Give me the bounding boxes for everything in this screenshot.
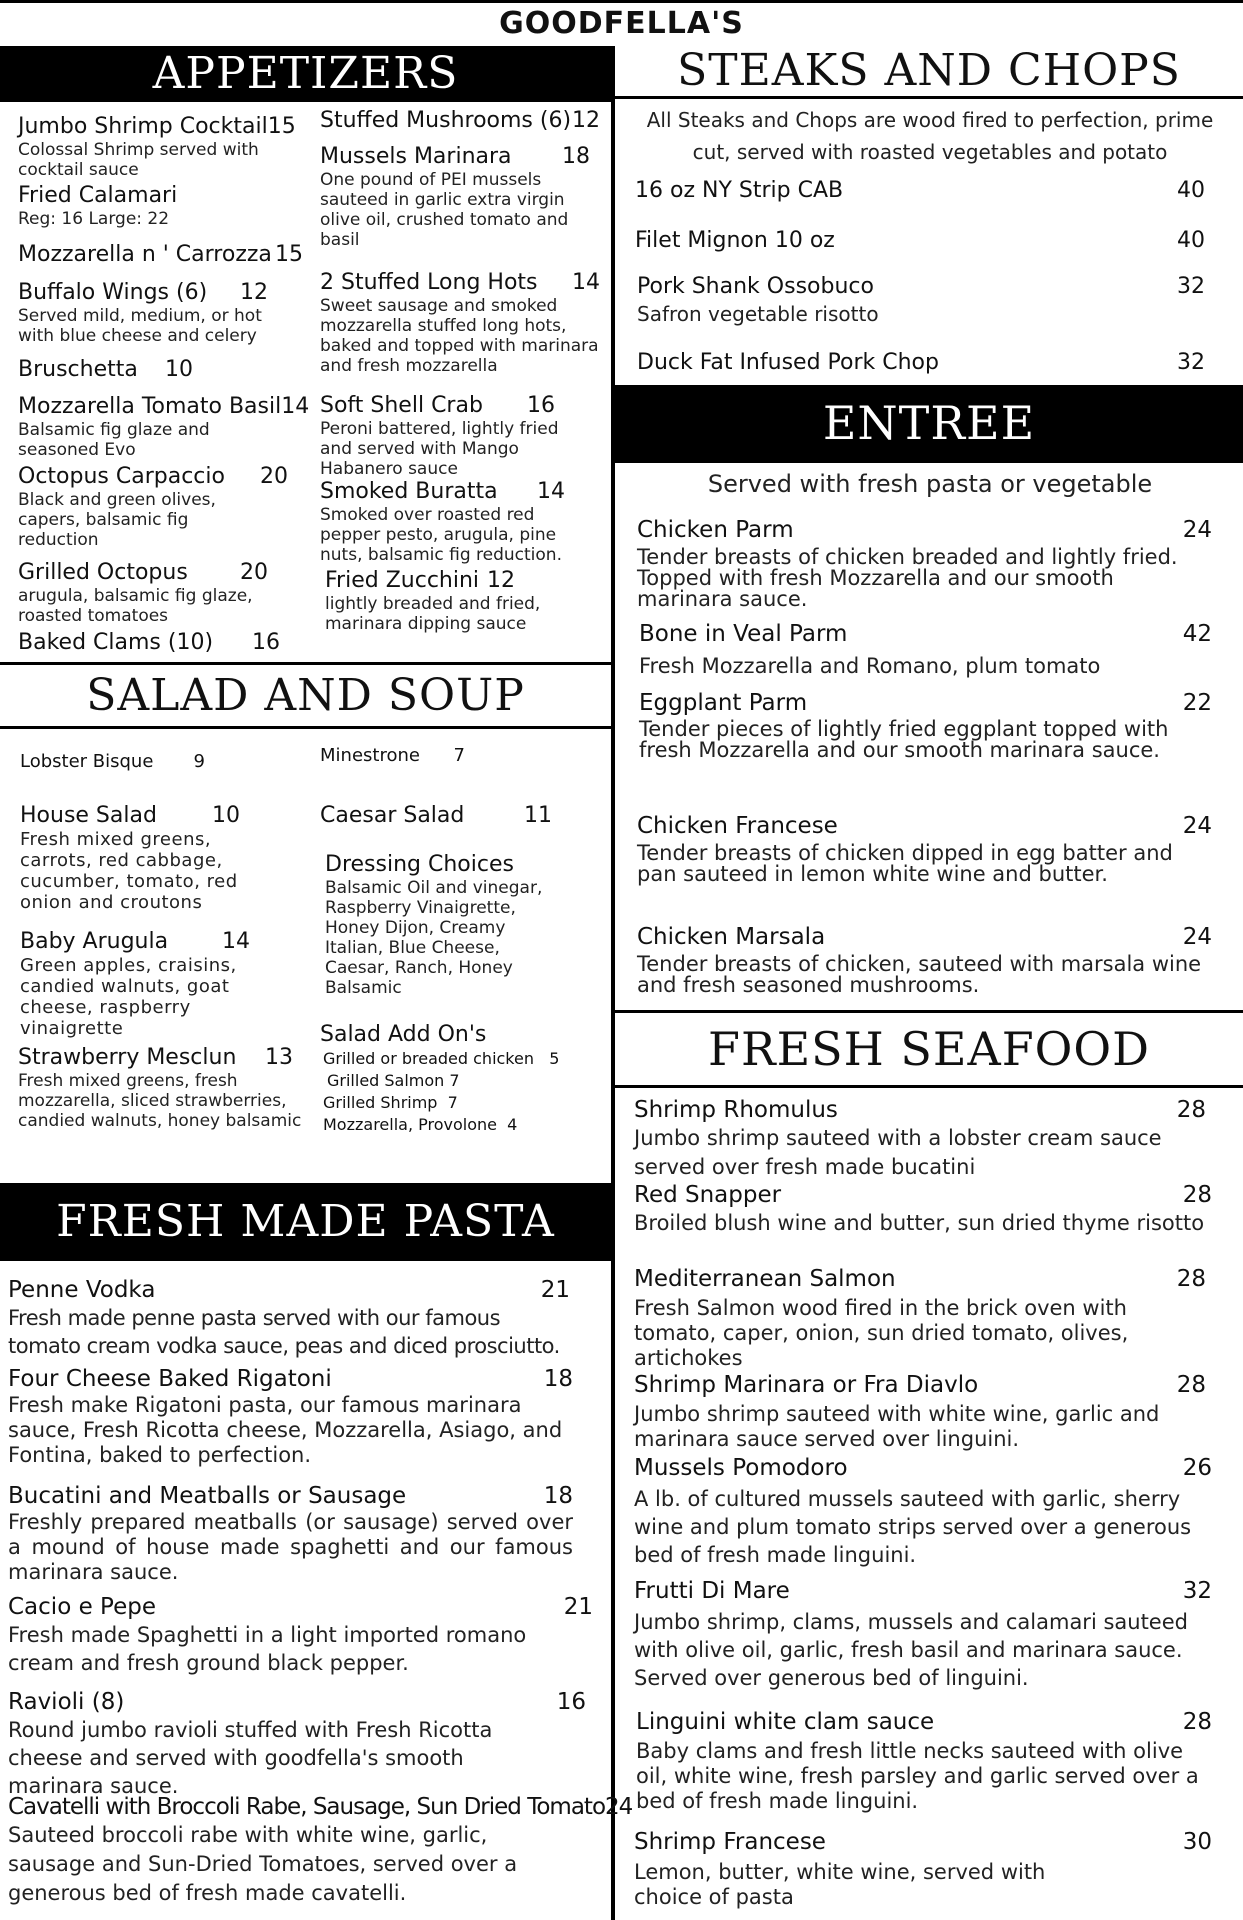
item-name: Minestrone	[320, 745, 420, 766]
item-description: Jumbo shrimp sauteed with white wine, garlic and marinara sauce served over linguini.	[634, 1402, 1160, 1451]
item-name: Salad Add On's	[320, 1022, 487, 1047]
item-name: Grilled Octopus	[18, 560, 188, 585]
item-name: Smoked Buratta	[320, 479, 498, 504]
item-price: 18	[543, 1483, 573, 1509]
addon-price: 7	[449, 1071, 460, 1090]
rule-below-seafood-header	[615, 1085, 1243, 1088]
item-name: Bone in Veal Parm	[639, 621, 848, 647]
rule-above-seafood	[615, 1010, 1243, 1013]
item-price: 16	[556, 1689, 586, 1715]
item-price: 12	[572, 108, 600, 133]
item-name: Mussels Pomodoro	[634, 1455, 848, 1481]
menu-item	[639, 621, 1212, 679]
item-description: Lemon, butter, white wine, served with choice of pasta	[634, 1860, 1046, 1909]
item-description: Fresh mixed greens, carrots, red cabbage, cucumber, tomato, red onion and croutons	[20, 829, 238, 913]
item-name: Buffalo Wings (6)	[18, 280, 208, 305]
item-name: Bucatini and Meatballs or Sausage	[8, 1483, 407, 1509]
salad-header: SALAD AND SOUP	[86, 670, 525, 721]
item-price: 42	[1182, 621, 1212, 647]
item-description: Colossal Shrimp served with cocktail sauce	[18, 140, 259, 180]
item-price: 40	[1177, 228, 1205, 253]
menu-item	[18, 464, 288, 550]
menu-item	[18, 394, 308, 460]
item-price: 12	[240, 280, 268, 305]
item-price: 11	[524, 803, 552, 828]
item-description: Fresh mixed greens, fresh mozzarella, sliced strawberries, candied walnuts, honey balsamic	[18, 1071, 302, 1131]
item-name: Jumbo Shrimp Cocktail	[18, 114, 268, 139]
item-price: 16	[252, 630, 280, 655]
item-price: 18	[562, 144, 590, 169]
item-price: 28	[1182, 1709, 1212, 1735]
menu-item	[18, 630, 280, 656]
item-price: 24	[1182, 924, 1212, 950]
item-name: Eggplant Parm	[639, 690, 808, 716]
item-name: Caesar Salad	[320, 803, 465, 828]
addon-name: Grilled Salmon	[327, 1071, 445, 1090]
item-description: Green apples, craisins, candied walnuts, goat cheese, raspberry vinaigrette	[20, 955, 237, 1039]
item-description: Fresh Salmon wood fired in the brick oven with tomato, caper, onion, sun dried tomato, olives, artichokes	[634, 1296, 1129, 1370]
menu-item	[18, 183, 293, 229]
menu-item	[637, 924, 1212, 996]
item-name: Red Snapper	[634, 1182, 782, 1208]
item-name: Mozzarella n ' Carrozza	[18, 242, 272, 267]
item-price: 40	[1177, 178, 1205, 203]
item-name: Strawberry Mesclun	[18, 1045, 237, 1070]
item-description: Broiled blush wine and butter, sun dried thyme risotto	[634, 1211, 1205, 1235]
item-price: 30	[1182, 1829, 1212, 1855]
menu-item	[320, 393, 559, 479]
item-description: Black and green olives, capers, balsamic fig reduction	[18, 490, 216, 550]
item-name: Mediterranean Salmon	[634, 1266, 896, 1292]
item-description: Round jumbo ravioli stuffed with Fresh Ricotta cheese and served with goodfella's smooth marinara sauce.	[8, 1718, 493, 1798]
addon-price: 7	[447, 1093, 458, 1112]
center-divider	[611, 46, 615, 1920]
item-name: Fried Calamari	[18, 183, 178, 208]
menu-item	[18, 357, 193, 383]
item-price: 14	[222, 929, 250, 954]
item-description: Jumbo shrimp sauteed with a lobster cream sauce served over fresh made bucatini	[634, 1126, 1162, 1179]
appetizers-header: APPETIZERS	[0, 46, 611, 102]
menu-item	[320, 803, 552, 829]
addon-item	[323, 1049, 563, 1068]
item-description: Balsamic fig glaze and seasoned Evo	[18, 420, 210, 460]
item-price: 24	[1182, 813, 1212, 839]
item-name: Chicken Marsala	[637, 924, 826, 950]
restaurant-name: GOODFELLA'S	[499, 6, 744, 41]
menu-item	[8, 1366, 573, 1468]
menu-item	[20, 929, 250, 1039]
menu-item	[325, 568, 541, 634]
item-description: arugula, balsamic fig glaze, roasted tomatoes	[18, 586, 253, 626]
menu-item	[320, 1022, 590, 1048]
menu-item	[636, 1709, 1212, 1814]
item-price: 9	[193, 751, 205, 772]
item-description: Tender breasts of chicken breaded and lightly fried. Topped with fresh Mozzarella and our smooth marinara sauce.	[637, 545, 1178, 611]
menu-item	[320, 479, 565, 565]
item-description: lightly breaded and fried, marinara dipping sauce	[325, 594, 541, 634]
item-name: 16 oz NY Strip CAB	[635, 178, 844, 203]
item-name: Shrimp Rhomulus	[634, 1097, 838, 1123]
item-description: Jumbo shrimp, clams, mussels and calamari sauteed with olive oil, garlic, fresh basil and marinara sauce. Served over generous bed of linguini.	[634, 1610, 1188, 1690]
item-name: Cacio e Pepe	[8, 1594, 156, 1620]
menu-item	[635, 228, 1205, 254]
entree-note: Served with fresh pasta or vegetable	[707, 470, 1153, 498]
top-rule	[0, 0, 1243, 3]
item-name: Stuffed Mushrooms (6)	[320, 108, 572, 133]
item-name: Bruschetta	[18, 357, 138, 382]
addon-item	[323, 1093, 563, 1112]
item-name: House Salad	[20, 803, 157, 828]
item-name: Duck Fat Infused Pork Chop	[637, 350, 939, 375]
menu-item	[8, 1483, 573, 1585]
addon-price: 4	[507, 1115, 518, 1134]
item-price: 32	[1177, 274, 1205, 299]
item-price: 12	[487, 568, 515, 593]
menu-item	[639, 690, 1212, 761]
menu-item	[320, 108, 600, 134]
item-name: Shrimp Marinara or Fra Diavlo	[634, 1372, 979, 1398]
item-price: 10	[165, 357, 193, 382]
item-name: 2 Stuffed Long Hots	[320, 270, 538, 295]
item-name: Octopus Carpaccio	[18, 464, 225, 489]
item-name: Ravioli (8)	[8, 1689, 125, 1715]
item-description: Served mild, medium, or hot with blue cheese and celery	[18, 306, 262, 346]
item-description: Reg: 16 Large: 22	[18, 209, 170, 229]
menu-item	[634, 1182, 1212, 1237]
item-price: 24	[1182, 517, 1212, 543]
item-price: 21	[540, 1277, 570, 1303]
item-name: Baked Clams (10)	[18, 630, 214, 655]
item-price: 14	[281, 394, 310, 419]
item-description: Freshly prepared meatballs (or sausage) served over a mound of house made spaghetti and our famous marinara sauce.	[8, 1510, 573, 1584]
menu-item	[8, 1794, 633, 1908]
item-description: A lb. of cultured mussels sauteed with garlic, sherry wine and plum tomato strips served over a generous bed of fresh made linguini.	[634, 1487, 1192, 1567]
item-price: 28	[1182, 1182, 1212, 1208]
item-name: Pork Shank Ossobuco	[637, 274, 874, 299]
item-price: 20	[260, 464, 288, 489]
item-price: 18	[543, 1366, 573, 1392]
menu-item	[18, 280, 268, 346]
menu-item	[320, 144, 590, 250]
item-description: Fresh Mozzarella and Romano, plum tomato	[639, 654, 1101, 678]
menu-item	[18, 1045, 302, 1131]
menu-item	[637, 813, 1212, 885]
item-price: 32	[1182, 1578, 1212, 1604]
item-price: 16	[527, 393, 555, 418]
menu-item	[634, 1097, 1206, 1182]
item-description: Balsamic Oil and vinegar, Raspberry Vinaigrette, Honey Dijon, Creamy Italian, Blue Cheese, Caesar, Ranch, Honey Balsamic	[325, 878, 543, 998]
item-name: Lobster Bisque	[20, 751, 154, 772]
item-description: Tender breasts of chicken, sauteed with marsala wine and fresh seasoned mushrooms.	[637, 952, 1202, 997]
item-price: 28	[1176, 1372, 1206, 1398]
item-name: Baby Arugula	[20, 929, 169, 954]
menu-item	[18, 242, 303, 268]
menu-item	[18, 560, 268, 626]
item-name: Mozzarella Tomato Basil	[18, 394, 282, 419]
menu-item	[8, 1277, 570, 1360]
item-name: Fried Zucchini	[325, 568, 480, 593]
item-name: Frutti Di Mare	[634, 1578, 790, 1604]
item-price: 26	[1182, 1455, 1212, 1481]
addon-name: Grilled or breaded chicken	[323, 1049, 534, 1068]
item-price: 22	[1182, 690, 1212, 716]
addon-price: 5	[549, 1049, 560, 1068]
item-description: Fresh make Rigatoni pasta, our famous marinara sauce, Fresh Ricotta cheese, Mozzarella, Asiago, and Fontina, baked to perfection.	[8, 1393, 563, 1467]
menu-item	[320, 270, 600, 376]
item-name: Chicken Francese	[637, 813, 838, 839]
item-price: 14	[537, 479, 565, 504]
item-description: Sauteed broccoli rabe with white wine, garlic, sausage and Sun-Dried Tomatoes, served over a generous bed of fresh made cavatelli.	[8, 1823, 518, 1905]
rule-under-steaks-header	[615, 96, 1243, 99]
item-price: 10	[212, 803, 240, 828]
item-name: Dressing Choices	[325, 852, 514, 877]
menu-item	[20, 803, 240, 913]
addon-item	[323, 1071, 563, 1090]
item-price: 7	[453, 745, 465, 766]
addon-item	[323, 1115, 563, 1134]
item-name: Four Cheese Baked Rigatoni	[8, 1366, 332, 1392]
item-price: 20	[240, 560, 268, 585]
item-description: Tender breasts of chicken dipped in egg batter and pan sauteed in lemon white wine and butter.	[637, 841, 1173, 886]
item-description: Smoked over roasted red pepper pesto, arugula, pine nuts, balsamic fig reduction.	[320, 505, 562, 565]
item-price: 28	[1176, 1266, 1206, 1292]
pasta-header: FRESH MADE PASTA	[0, 1183, 611, 1261]
item-description: Peroni battered, lightly fried and served with Mango Habanero sauce	[320, 419, 559, 479]
menu-item	[635, 178, 1205, 204]
menu-item	[8, 1594, 593, 1677]
item-name: Cavatelli with Broccoli Rabe, Sausage, Sun Dried Tomato	[8, 1794, 606, 1820]
menu-item	[634, 1372, 1206, 1452]
item-price: 32	[1177, 350, 1205, 375]
item-description: Safron vegetable risotto	[637, 302, 879, 326]
item-description: Sweet sausage and smoked mozzarella stuffed long hots, baked and topped with marinara and fresh mozzarella	[320, 296, 599, 376]
menu-item	[637, 350, 1205, 376]
item-name: Filet Mignon 10 oz	[635, 228, 835, 253]
menu-item	[8, 1689, 586, 1800]
menu-item	[634, 1829, 1212, 1910]
menu-item	[20, 751, 205, 773]
item-description: Baby clams and fresh little necks sauteed with olive oil, white wine, fresh parsley and garlic served over a bed of fresh made linguini.	[636, 1739, 1199, 1813]
menu-item	[325, 852, 595, 998]
steaks-note: All Steaks and Chops are wood fired to perfection, prime cut, served with roasted vegetables and potato	[646, 108, 1214, 164]
menu-item	[637, 274, 1205, 328]
item-price: 15	[267, 114, 296, 139]
menu-item	[634, 1455, 1212, 1569]
steaks-header: STEAKS AND CHOPS	[677, 45, 1181, 96]
item-description: Tender pieces of lightly fried eggplant topped with fresh Mozzarella and our smooth marinara sauce.	[639, 717, 1169, 762]
menu-item	[637, 517, 1212, 610]
item-price: 14	[572, 270, 600, 295]
rule-above-salad	[0, 662, 611, 665]
rule-below-salad-header	[0, 726, 611, 729]
addon-name: Mozzarella, Provolone	[323, 1115, 497, 1134]
menu-item	[634, 1266, 1206, 1371]
menu-item	[18, 114, 296, 180]
item-name: Chicken Parm	[637, 517, 794, 543]
item-price: 15	[275, 242, 303, 267]
entree-header: ENTREE	[615, 385, 1243, 461]
item-price: 13	[265, 1045, 293, 1070]
item-name: Soft Shell Crab	[320, 393, 483, 418]
item-name: Linguini white clam sauce	[636, 1709, 935, 1735]
item-description: Fresh made Spaghetti in a light imported romano cream and fresh ground black pepper.	[8, 1623, 527, 1675]
item-name: Mussels Marinara	[320, 144, 512, 169]
item-description: Fresh made penne pasta served with our famous tomato cream vodka sauce, peas and diced prosciutto.	[8, 1306, 560, 1358]
item-name: Penne Vodka	[8, 1277, 156, 1303]
item-price: 28	[1176, 1097, 1206, 1123]
menu-item	[320, 745, 465, 767]
item-name: Shrimp Francese	[634, 1829, 826, 1855]
seafood-header: FRESH SEAFOOD	[708, 1022, 1150, 1076]
item-price: 24	[605, 1794, 633, 1820]
menu-item	[634, 1578, 1212, 1692]
item-price: 21	[563, 1594, 593, 1620]
addon-name: Grilled Shrimp	[323, 1093, 438, 1112]
item-description: One pound of PEI mussels sauteed in garlic extra virgin olive oil, crushed tomato and basil	[320, 170, 569, 250]
addon-list	[323, 1049, 563, 1134]
